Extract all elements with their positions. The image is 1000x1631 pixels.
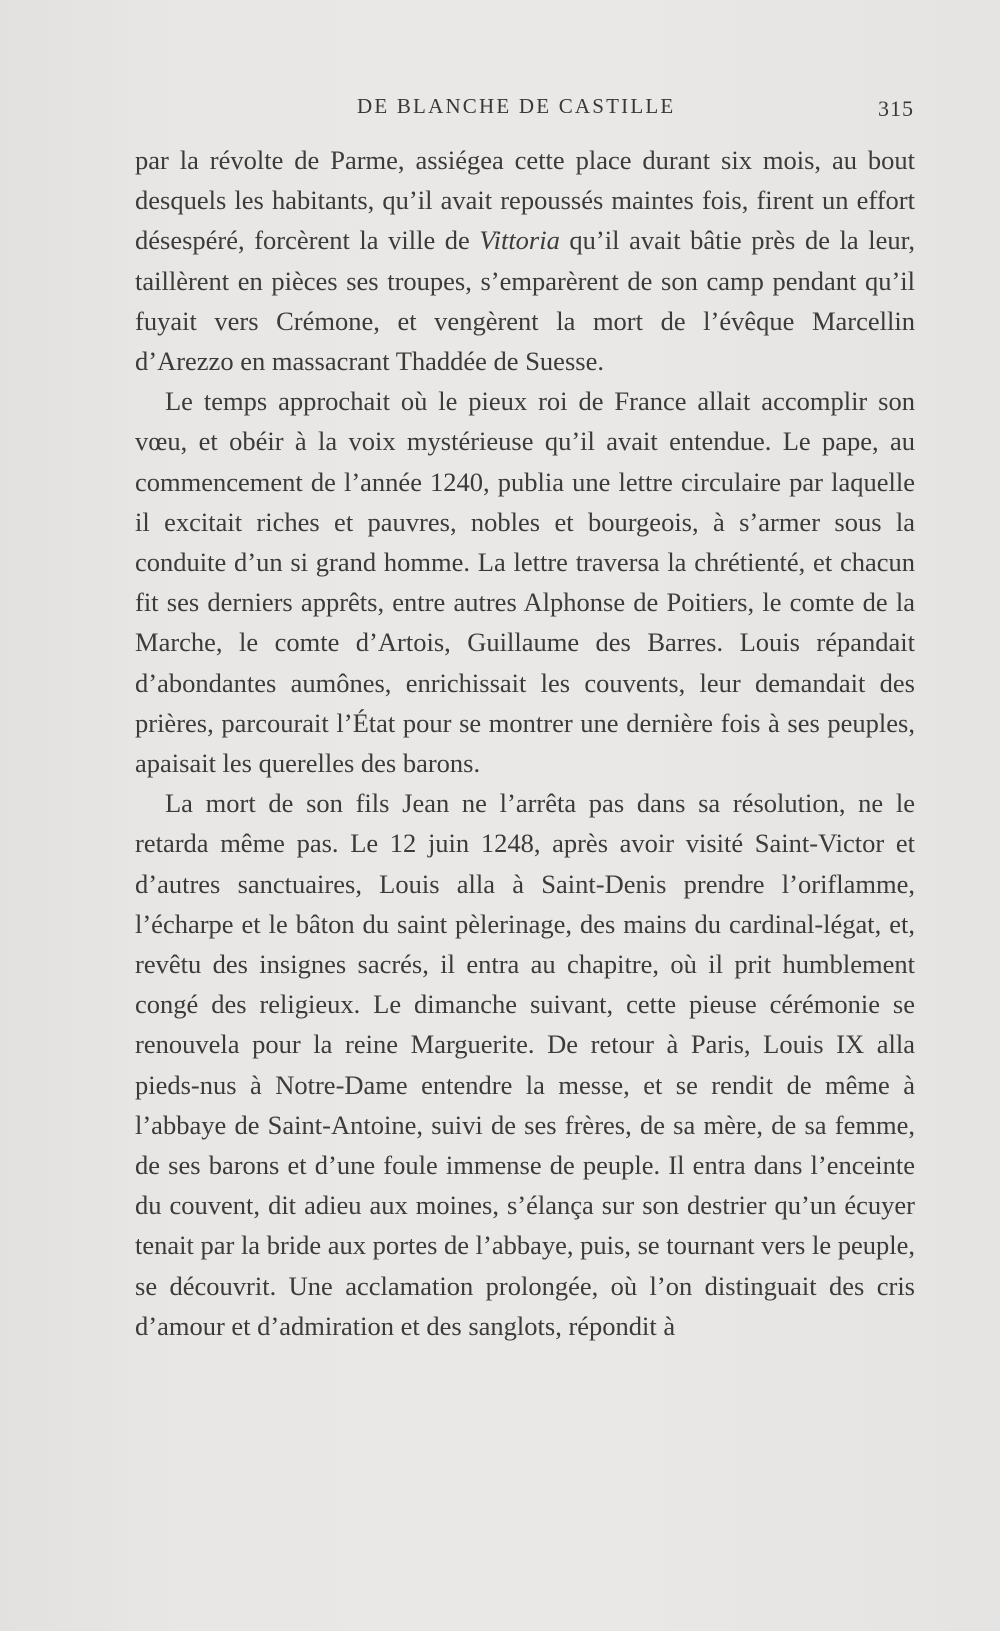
page-number: 315 [878,96,914,121]
paragraph-1-text-end: qu’il avait bâtie près de la leur, taillèrent en pièces ses troupes, s’emparèrent de son camp pendant qu’il fuyait vers Crémone, et vengèrent la mort de l’évêque Marcellin d’Arezzo en massacrant Thaddée de Suesse. [135,225,915,377]
running-title: DE BLANCHE DE CASTILLE [357,94,676,118]
paragraph-1-text-start: par la révolte de Parme, assiégea cette place durant six mois, au bout desquels les habitants, qu’il avait repoussés maintes fois, firent un effort désespéré, forcèrent la ville de [135,145,915,256]
body-text [135,140,915,1346]
paragraph-3: La mort de son fils Jean ne l’arrêta pas dans sa résolution, ne le retarda même pas. Le 12 juin 1248, après avoir visité Saint-Victor et d’autres sanctuaires, Louis alla à Saint-Denis prendre l’oriflamme, l’écharpe et le bâton du saint pèlerinage, des mains du cardinal-légat, et, revêtu des insignes sacrés, il entra au chapitre, où il prit humblement congé des religieux. Le dimanche suivant, cette pieuse cérémonie se renouvela pour la reine Marguerite. De retour à Paris, Louis IX alla pieds-nus à Notre-Dame entendre la messe, et se rendit de même à l’abbaye de Saint-Antoine, suivi de ses frères, de sa mère, de sa femme, de ses barons et d’une foule immense de peuple. Il entra dans l’enceinte du couvent, dit adieu aux moines, s’élança sur son destrier qu’un écuyer tenait par la bride aux portes de l’abbaye, puis, se tournant vers le peuple, se découvrit. Une acclamation prolongée, où l’on distinguait des cris d’amour et d’admiration et des sanglots, répondit à [135,788,916,1341]
paragraph-2: Le temps approchait où le pieux roi de France allait accomplir son vœu, et obéir à la voix mystérieuse qu’il avait entendue. Le pape, au commencement de l’année 1240, publia une lettre circulaire par laquelle il excitait riches et pauvres, nobles et bourgeois, à s’armer sous la conduite d’un si grand homme. La lettre traversa la chrétienté, et chacun fit ses derniers apprêts, entre autres Alphonse de Poitiers, le comte de la Marche, le comte d’Artois, Guillaume des Barres. Louis répandait d’abondantes aumônes, enrichissait les couvents, leur demandait des prières, parcourait l’État pour se montrer une dernière fois à ses peuples, apaisait les querelles des barons. [135,386,915,779]
paragraph-1 [135,140,915,381]
page-header [0,88,1000,128]
italic-place-name: Vittoria [479,225,560,256]
